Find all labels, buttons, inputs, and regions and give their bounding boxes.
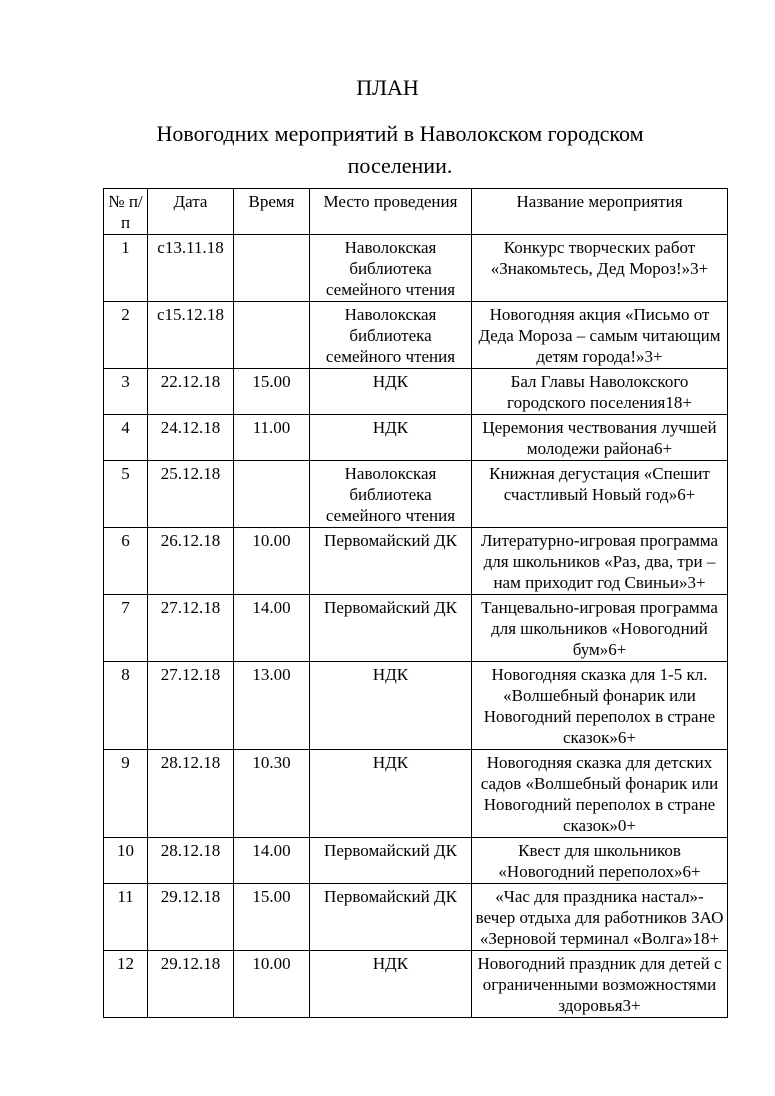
cell-place: НДК bbox=[310, 369, 472, 415]
cell-num: 3 bbox=[104, 369, 148, 415]
cell-time bbox=[234, 235, 310, 302]
cell-num: 1 bbox=[104, 235, 148, 302]
cell-num: 9 bbox=[104, 750, 148, 838]
cell-time: 15.00 bbox=[234, 369, 310, 415]
cell-name: Книжная дегустация «Спешит счастливый Новый год»6+ bbox=[472, 461, 728, 528]
cell-time: 13.00 bbox=[234, 662, 310, 750]
cell-name: Танцевально-игровая программа для школьников «Новогодний бум»6+ bbox=[472, 595, 728, 662]
cell-time: 10.00 bbox=[234, 528, 310, 595]
cell-num: 12 bbox=[104, 951, 148, 1018]
cell-place: НДК bbox=[310, 951, 472, 1018]
cell-num: 5 bbox=[104, 461, 148, 528]
table-row bbox=[104, 302, 728, 369]
cell-name: Литературно-игровая программа для школьников «Раз, два, три – нам приходит год Свиньи»3+ bbox=[472, 528, 728, 595]
table-row bbox=[104, 884, 728, 951]
cell-name: Бал Главы Наволокского городского поселения18+ bbox=[472, 369, 728, 415]
cell-date: 28.12.18 bbox=[148, 750, 234, 838]
cell-num: 6 bbox=[104, 528, 148, 595]
cell-name: Новогодняя сказка для детских садов «Волшебный фонарик или Новогодний переполох в стране сказок»0+ bbox=[472, 750, 728, 838]
cell-date: 24.12.18 bbox=[148, 415, 234, 461]
cell-time: 14.00 bbox=[234, 595, 310, 662]
cell-num: 10 bbox=[104, 838, 148, 884]
cell-date: с15.12.18 bbox=[148, 302, 234, 369]
table-row bbox=[104, 951, 728, 1018]
cell-place: Наволокская библиотека семейного чтения bbox=[310, 461, 472, 528]
cell-place: Первомайский ДК bbox=[310, 884, 472, 951]
page-title: ПЛАН bbox=[356, 75, 419, 100]
cell-time: 10.00 bbox=[234, 951, 310, 1018]
cell-date: 29.12.18 bbox=[148, 951, 234, 1018]
cell-name: «Час для праздника настал»- вечер отдыха для работников ЗАО «Зерновой терминал «Волга»18+ bbox=[472, 884, 728, 951]
events-table bbox=[103, 188, 728, 1018]
cell-date: с13.11.18 bbox=[148, 235, 234, 302]
table-row bbox=[104, 750, 728, 838]
cell-date: 29.12.18 bbox=[148, 884, 234, 951]
cell-name: Церемония чествования лучшей молодежи района6+ bbox=[472, 415, 728, 461]
table-row bbox=[104, 461, 728, 528]
cell-date: 22.12.18 bbox=[148, 369, 234, 415]
header-time: Время bbox=[234, 189, 310, 235]
cell-place: Первомайский ДК bbox=[310, 528, 472, 595]
cell-num: 11 bbox=[104, 884, 148, 951]
cell-time bbox=[234, 461, 310, 528]
table-row bbox=[104, 369, 728, 415]
cell-place: НДК bbox=[310, 750, 472, 838]
cell-date: 25.12.18 bbox=[148, 461, 234, 528]
cell-num: 7 bbox=[104, 595, 148, 662]
header-date: Дата bbox=[148, 189, 234, 235]
table-row bbox=[104, 235, 728, 302]
cell-date: 27.12.18 bbox=[148, 595, 234, 662]
cell-place: НДК bbox=[310, 662, 472, 750]
table-row bbox=[104, 662, 728, 750]
cell-date: 28.12.18 bbox=[148, 838, 234, 884]
cell-num: 2 bbox=[104, 302, 148, 369]
cell-date: 26.12.18 bbox=[148, 528, 234, 595]
cell-place: Наволокская библиотека семейного чтения bbox=[310, 302, 472, 369]
cell-place: Первомайский ДК bbox=[310, 838, 472, 884]
page-subtitle: Новогодних мероприятий в Наволокском городском поселении. bbox=[156, 121, 644, 178]
table-row bbox=[104, 415, 728, 461]
cell-num: 8 bbox=[104, 662, 148, 750]
cell-time: 10.30 bbox=[234, 750, 310, 838]
header-num: № п/п bbox=[104, 189, 148, 235]
table-row bbox=[104, 595, 728, 662]
cell-date: 27.12.18 bbox=[148, 662, 234, 750]
cell-name: Новогодняя акция «Письмо от Деда Мороза – самым читающим детям города!»3+ bbox=[472, 302, 728, 369]
cell-time bbox=[234, 302, 310, 369]
table-row bbox=[104, 528, 728, 595]
cell-time: 14.00 bbox=[234, 838, 310, 884]
cell-name: Новогодний праздник для детей с ограниченными возможностями здоровья3+ bbox=[472, 951, 728, 1018]
cell-time: 15.00 bbox=[234, 884, 310, 951]
cell-place: НДК bbox=[310, 415, 472, 461]
header-name: Название мероприятия bbox=[472, 189, 728, 235]
table-header-row bbox=[104, 189, 728, 235]
table-row bbox=[104, 838, 728, 884]
cell-name: Новогодняя сказка для 1-5 кл. «Волшебный фонарик или Новогодний переполох в стране сказок»6+ bbox=[472, 662, 728, 750]
cell-name: Конкурс творческих работ «Знакомьтесь, Дед Мороз!»3+ bbox=[472, 235, 728, 302]
cell-time: 11.00 bbox=[234, 415, 310, 461]
cell-name: Квест для школьников «Новогодний переполох»6+ bbox=[472, 838, 728, 884]
cell-place: Первомайский ДК bbox=[310, 595, 472, 662]
cell-num: 4 bbox=[104, 415, 148, 461]
cell-place: Наволокская библиотека семейного чтения bbox=[310, 235, 472, 302]
header-place: Место проведения bbox=[310, 189, 472, 235]
